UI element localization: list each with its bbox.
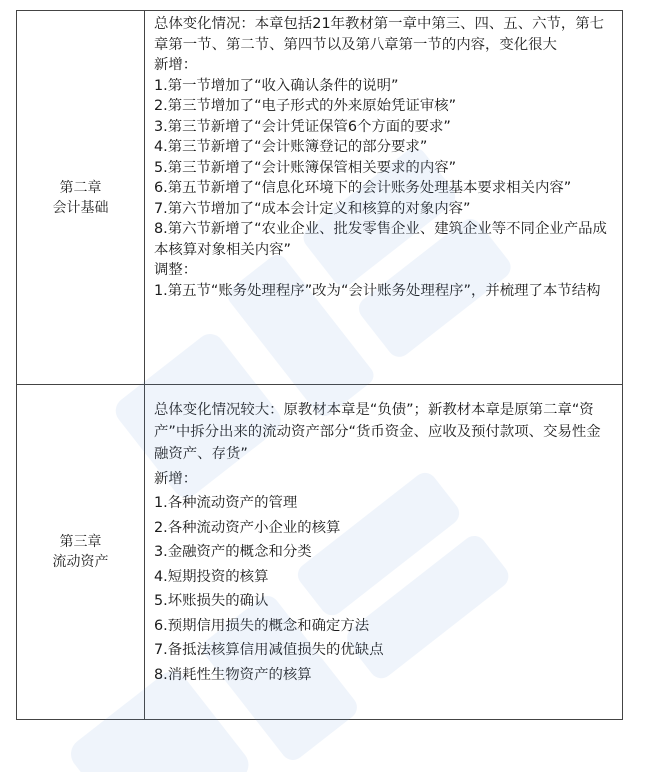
added-item: 5.第三节新增了“会计账簿保管相关要求的内容” (154, 159, 457, 176)
added-label: 新增： (154, 470, 198, 487)
added-item: 7.第六节增加了“成本会计定义和核算的对象内容” (154, 200, 471, 217)
overview-text: 总体变化情况：本章包括21年教材第一章中第三、四、五、六节，第七章第一节、第二节、第四节以及第八章第一节的内容，变化很大 (154, 16, 605, 53)
chapter-subject: 流动资产 (52, 554, 109, 570)
added-item: 2.各种流动资产小企业的核算 (154, 519, 341, 536)
added-item: 1.各种流动资产的管理 (154, 495, 298, 511)
overview-text: 总体变化情况较大：原教材本章是“负债”；新教材本章是原第二章“资产”中拆分出来的流动资产部分“货币资金、应收及预付款项、交易性金融资产、存货” (154, 402, 601, 462)
table-row (17, 385, 623, 720)
adjust-item: 1.第五节“账务处理程序”改为“会计账务处理程序”，并梳理了本节结构 (154, 282, 601, 299)
chapter-number: 第三章 (59, 534, 102, 550)
added-item: 5.坏账损失的确认 (154, 593, 269, 609)
change-details-cell (145, 385, 623, 720)
added-item: 6.预期信用损失的概念和确定方法 (154, 617, 370, 634)
added-item: 3.第三节新增了“会计凭证保管6个方面的要求” (154, 118, 451, 135)
chapter-cell (17, 385, 145, 720)
chapter-cell (17, 11, 145, 385)
added-item: 8.消耗性生物资产的核算 (154, 666, 312, 683)
change-details-cell (145, 11, 623, 385)
chapter-number: 第二章 (59, 179, 102, 196)
added-item: 3.金融资产的概念和分类 (154, 544, 312, 560)
added-item: 4.第三节新增了“会计账簿登记的部分要求” (154, 139, 428, 155)
added-item: 8.第六节新增了“农业企业、批发零售企业、建筑企业等不同企业产品成本核算对象相关内容” (154, 221, 607, 258)
added-item: 6.第五节新增了“信息化环境下的会计账务处理基本要求相关内容” (154, 180, 572, 196)
chapter-subject: 会计基础 (52, 199, 109, 216)
added-item: 4.短期投资的核算 (154, 568, 269, 585)
added-item: 2.第三节增加了“电子形式的外来原始凭证审核” (154, 98, 457, 114)
added-item: 7.备抵法核算信用减值损失的优缺点 (154, 642, 384, 658)
change-summary-table (16, 10, 623, 720)
added-label: 新增： (154, 57, 198, 73)
adjust-label: 调整： (154, 262, 198, 278)
table-row (17, 11, 623, 385)
added-item: 1.第一节增加了“收入确认条件的说明” (154, 77, 399, 94)
